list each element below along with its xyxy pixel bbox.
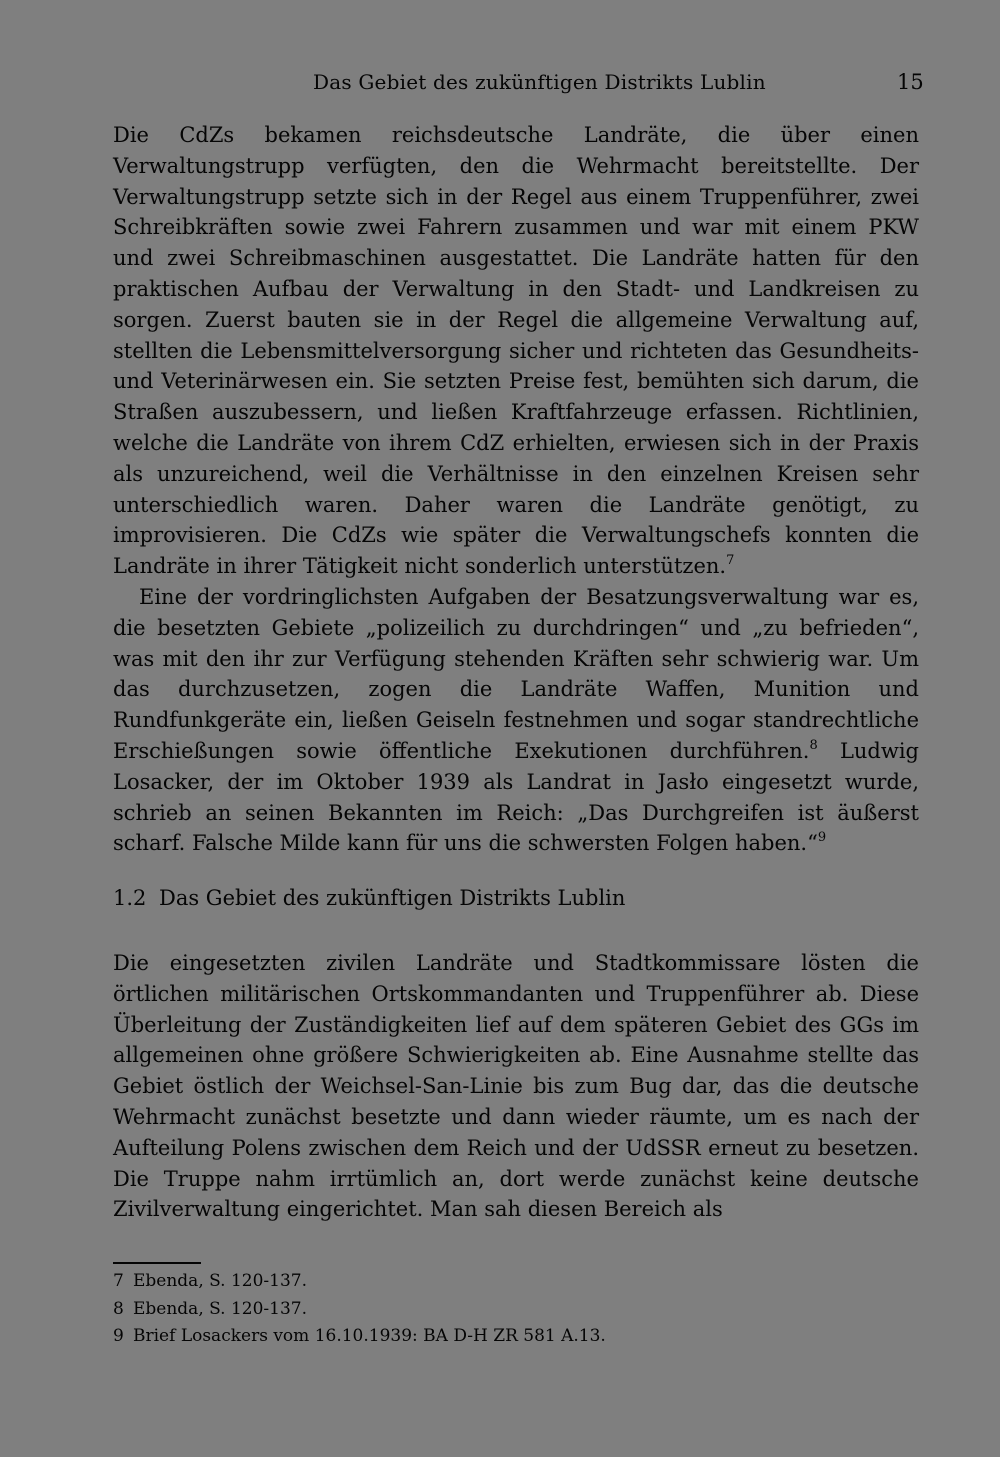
footnote-number: 7 — [113, 1271, 124, 1291]
paragraph-1 — [113, 120, 919, 582]
section-paragraph: Die eingesetzten zivilen Landräte und Stadtkommissare lösten die örtlichen militärischen Ortskommandanten und Truppenführer ab. Diese Überleitung der Zuständigkeiten lief auf dem späteren Gebiet des GGs im allgemeinen ohne größere Schwierigkeiten ab. Eine Ausnahme stellte das Gebiet östlich der Weichsel-San-Linie bis zum Bug dar, das die deutsche Wehrmacht zunächst besetzte und dann wieder räumte, um es nach der Aufteilung Polens zwischen dem Reich und der UdSSR erneut zu besetzen. Die Truppe nahm irrtümlich an, dort werde zunächst keine deutsche Zivilverwaltung eingerichtet. Man sah diesen Bereich als — [113, 951, 919, 1222]
footnotes — [113, 1268, 606, 1351]
section-number: 1.2 — [113, 886, 147, 910]
footnote-number: 9 — [113, 1326, 124, 1346]
footnote-separator — [113, 1262, 201, 1264]
paragraph-2-text-a: Eine der vordringlichsten Aufgaben der Besatzungsverwaltung war es, die besetzten Gebiete „polizeilich zu durchdringen“ und „zu befrieden“, was mit den ihr zur Verfügung stehenden Kräften sehr schwierig war. Um das durchzusetzen, zogen die Landräte Waffen, Munition und Rundfunkgeräte ein, ließen Geiseln festnehmen und sogar standrechtliche Erschießungen sowie öffentliche Exekutionen durchführen. — [113, 584, 919, 763]
footnote-number: 8 — [113, 1298, 124, 1319]
footnote-8 — [113, 1296, 606, 1324]
footnote-ref-9: 9 — [817, 830, 827, 846]
footnote-ref-8: 8 — [809, 737, 818, 753]
section-text-block — [113, 948, 919, 1225]
footnote-7 — [113, 1268, 606, 1296]
paragraph-2-text-b: Ludwig Losacker, der im Oktober 1939 als Landrat in Jasło eingesetzt wurde, schrieb an seinen Bekannten im Reich: „Das Durchgreifen ist äußerst scharf. Falsche Milde kann für uns die schwersten Folgen haben.“ — [113, 738, 919, 856]
main-text-block — [113, 120, 919, 859]
section-title: Das Gebiet des zukünftigen Distrikts Lublin — [159, 886, 626, 910]
footnote-9 — [113, 1323, 606, 1351]
footnote-ref-7: 7 — [726, 553, 735, 569]
footnote-text: Brief Losackers vom 16.10.1939: BA D-H ZR 581 A.13. — [133, 1326, 606, 1346]
section-heading — [113, 886, 625, 910]
paragraph-1-text: Die CdZs bekamen reichsdeutsche Landräte, die über einen Verwaltungstrupp verfügten, den die Wehrmacht bereitstellte. Der Verwaltungstrupp setzte sich in der Regel aus einem Truppenführer, zwei Schreibkräften sowie zwei Fahrern zusammen und war mit einem PKW und zwei Schreibmaschinen ausgestattet. Die Landräte hatten für den praktischen Aufbau der Verwaltung in den Stadt- und Landkreisen zu sorgen. Zuerst bauten sie in der Regel die allgemeine Verwaltung auf, stellten die Lebensmittelversorgung sicher und richteten das Gesundheits- und Veterinärwesen ein. Sie setzten Preise fest, bemühten sich darum, die Straßen auszubessern, und ließen Kraftfahrzeuge erfassen. Richtlinien, welche die Landräte von ihrem CdZ erhielten, erwiesen sich in der Praxis als unzureichend, weil die Verhältnisse in den einzelnen Kreisen sehr unterschiedlich waren. Daher waren die Landräte genötigt, zu improvisieren. Die CdZs wie später die Verwaltungschefs konnten die Landräte in ihrer Tätigkeit nicht sonderlich unterstützen. — [113, 123, 919, 579]
page-number: 15 — [897, 70, 924, 94]
footnote-text: Ebenda, S. 120-137. — [133, 1298, 308, 1319]
footnote-text: Ebenda, S. 120-137. — [133, 1271, 308, 1291]
paragraph-2 — [113, 582, 919, 859]
running-head: Das Gebiet des zukünftigen Distrikts Lublin — [313, 70, 766, 94]
